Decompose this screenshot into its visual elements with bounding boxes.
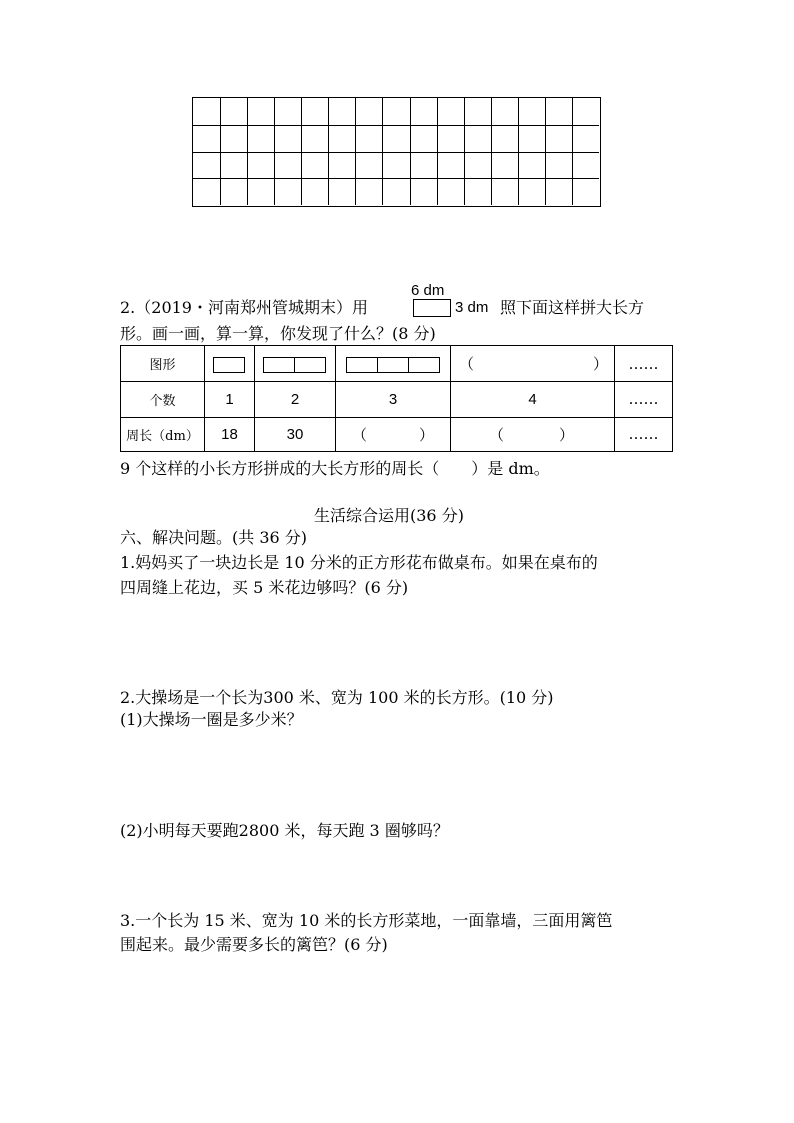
figure-more: …… xyxy=(615,346,673,382)
paren-open: （ xyxy=(459,355,475,374)
problem-2-line1: 2.大操场是一个长为300 米、宽为 100 米的长方形。(10 分) xyxy=(120,688,554,707)
problem-2-sub2: (2)小明每天要跑2800 米，每天跑 3 圈够吗？ xyxy=(120,821,449,840)
grid-lines xyxy=(193,98,599,205)
figure-3-rect xyxy=(336,346,451,382)
figure-1-rect xyxy=(205,346,255,382)
table-row-perimeter xyxy=(121,417,673,451)
label-3dm: 3 dm xyxy=(455,299,489,316)
row-label-figure: 图形 xyxy=(121,346,205,382)
row-label-perimeter: 周长（dm） xyxy=(121,417,205,451)
problem-2-sub1: (1)大操场一圈是多少米？ xyxy=(120,710,303,729)
q2-line2: 形。画一画，算一算，你发现了什么？(8 分) xyxy=(120,324,436,343)
perimeter-3-blank xyxy=(336,417,451,451)
section-six-heading: 六、解决问题。(共 36 分) xyxy=(120,528,308,547)
count-3: 3 xyxy=(336,382,451,417)
count-4: 4 xyxy=(451,382,615,417)
problem-3-line1: 3.一个长为 15 米、宽为 10 米的长方形菜地，一面靠墙，三面用篱笆 xyxy=(120,911,613,930)
perimeter-4-blank xyxy=(451,417,615,451)
perimeter-1: 18 xyxy=(205,417,255,451)
problem-1-line2: 四周缝上花边，买 5 米花边够吗？(6 分) xyxy=(120,578,409,597)
perimeter-table xyxy=(120,345,673,452)
square-grid xyxy=(192,97,601,207)
figure-4-blank xyxy=(451,346,615,382)
table-row-count xyxy=(121,382,673,417)
row-label-count: 个数 xyxy=(121,382,205,417)
q2-conclusion: 9 个这样的小长方形拼成的大长方形的周长（ ）是 dm。 xyxy=(120,459,550,478)
section-title: 生活综合运用(36 分) xyxy=(314,506,464,525)
paren-close: ） xyxy=(592,355,608,374)
q2-line1-start: 2.（2019・河南郑州管城期末）用 xyxy=(120,298,368,317)
count-2: 2 xyxy=(255,382,336,417)
paren-open: （ xyxy=(352,425,368,444)
paren-close: ） xyxy=(418,425,434,444)
table-row-figure xyxy=(121,346,673,382)
label-6dm: 6 dm xyxy=(411,282,445,299)
paren-close: ） xyxy=(558,425,574,444)
small-rectangle-icon xyxy=(413,299,451,317)
q2-line1-end: 照下面这样拼大长方 xyxy=(500,298,645,317)
problem-3-line2: 围起来。最少需要多长的篱笆？(6 分) xyxy=(120,935,388,954)
count-more: …… xyxy=(615,382,673,417)
paren-open: （ xyxy=(489,425,505,444)
figure-2-rect xyxy=(255,346,336,382)
problem-1-line1: 1.妈妈买了一块边长是 10 分米的正方形花布做桌布。如果在桌布的 xyxy=(120,553,598,572)
count-1: 1 xyxy=(205,382,255,417)
perimeter-2: 30 xyxy=(255,417,336,451)
perimeter-more: …… xyxy=(615,417,673,451)
